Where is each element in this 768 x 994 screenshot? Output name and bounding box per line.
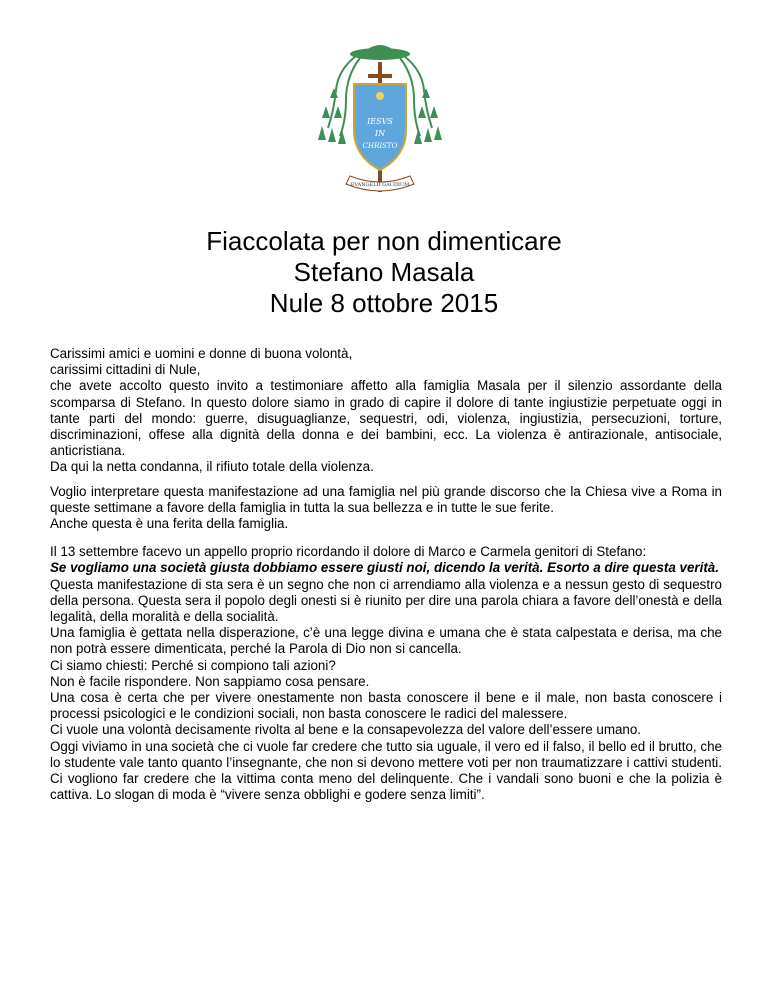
title-line-1: Fiaccolata per non dimenticare [206,226,562,256]
paragraph: Oggi viviamo in una società che ci vuole far credere che tutto sia uguale, il vero ed il falso, il bello ed il brutto, che lo studente vale tanto quanto l’insegnante, che non si devono mettere voti per non traumatizzare i cattivi studenti. Ci vogliono far credere che la vittima conta meno del delinquente. Che i vandali sono buoni e che la polizia è cattiva. Lo slogan di moda è “vivere senza obblighi e godere senza limiti”. [50,738,722,803]
paragraph: Ci vuole una volontà decisamente rivolta al bene e la consapevolezza del valore dell’essere umano. [50,722,642,738]
paragraph: Ci siamo chiesti: Perché si compiono tali azioni? [50,657,336,673]
shield-line-2: IN [374,129,386,138]
letter-body [50,346,722,803]
shield-line-1: IESVS [367,117,393,126]
shield-line-3: CHRISTO [362,142,398,150]
motto-text: EVANGELII GAUDIUM [350,182,410,188]
paragraph: Il 13 settembre facevo un appello proprio ricordando il dolore di Marco e Carmela genitori di Stefano: [50,544,647,560]
paragraph: Non è facile rispondere. Non sappiamo cosa pensare. [50,673,370,689]
title-line-3: Nule 8 ottobre 2015 [269,288,499,318]
bishop-coat-of-arms [316,40,444,200]
page-title [0,226,768,319]
paragraph: Voglio interpretare questa manifestazione ad una famiglia nel più grande discorso che la Chiesa vive a Roma in queste settimane a favore della famiglia in tutta la sua bellezza e in tutte le sue ferite. [50,483,722,515]
paragraph: Questa manifestazione di sta sera è un segno che non ci arrendiamo alla violenza e a nessun gesto di sequestro della persona. Questa sera il popolo degli onesti si è riunito per dire una parola chiara a favore dell’onestà e della legalità, della moralità e della socialità. [50,576,722,625]
paragraph: Una cosa è certa che per vivere onestamente non basta conoscere il bene e il male, non basta conoscere i processi psicologici e le condizioni sociali, non basta conoscere le radici del malessere. [50,690,722,722]
paragraph: Carissimi amici e uomini e donne di buona volontà, [50,346,353,361]
paragraph: che avete accolto questo invito a testimoniare affetto alla famiglia Masala per il silenzio assordante della scomparsa di Stefano. In questo dolore siamo in grado di capire il dolore di tante ingiustizie perpetuate oggi in tante parti del mondo: guerre, disuguaglianze, sequestri, odi, violenza, ingiustizia, persecuzioni, torture, discriminazioni, offese alla dignità della donna e dei bambini, ecc. La violenza è antirazionale, antisociale, anticristiana. [50,378,722,459]
paragraph: Una famiglia è gettata nella disperazione, c’è una legge divina e umana che è stata calpestata e derisa, ma che non potrà essere dimenticata, perché la Parola di Dio non si cancella. [50,625,722,657]
paragraph: carissimi cittadini di Nule, [50,362,201,378]
paragraph: Anche questa è una ferita della famiglia. [50,516,289,532]
paragraph: Da qui la netta condanna, il rifiuto totale della violenza. [50,459,374,475]
title-line-2: Stefano Masala [293,257,475,287]
emphasized-paragraph: Se vogliamo una società giusta dobbiamo essere giusti noi, dicendo la verità. Esorto a dire questa verità. [50,560,719,576]
